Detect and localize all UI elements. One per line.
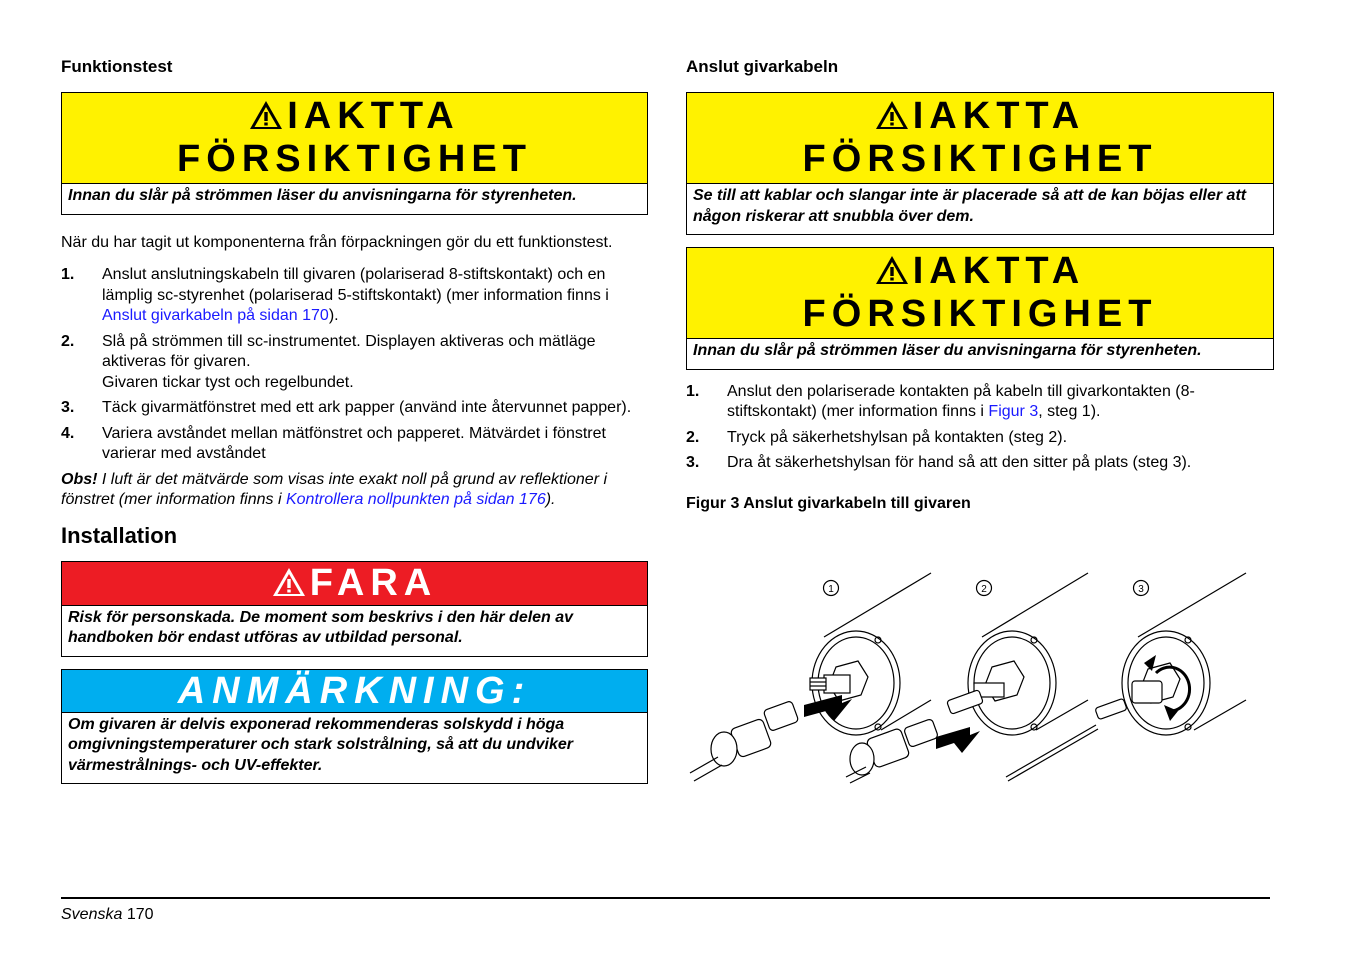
notice-header: ANMÄRKNING: xyxy=(62,670,647,713)
danger-header xyxy=(62,562,647,606)
intro-paragraph: När du har tagit ut komponenterna från förpackningen gör du ett funktionstest. xyxy=(61,233,613,251)
note-label: Obs! xyxy=(61,470,98,488)
caution-box xyxy=(686,92,1274,235)
step-text: Tryck på säkerhetshylsan på kontakten (steg 2). xyxy=(727,428,1068,446)
step-number-label: 2 xyxy=(981,584,987,595)
step-number: 3. xyxy=(686,454,700,471)
notice-text: Om givaren är delvis exponerad rekommenderas solskydd i höga omgivningstemperaturer och stark solstrålning, så att du undviker värmestrålnings- och UV-effekter. xyxy=(68,715,574,774)
list-item xyxy=(61,398,648,419)
step-text: Anslut den polariserade kontakten på kabeln till givarkontakten (8-stiftskontakt) (mer information finns i xyxy=(727,382,1195,420)
caution-title-line1: IAKTTA xyxy=(287,95,460,137)
installation-heading: Installation xyxy=(61,522,178,548)
caution-header xyxy=(687,93,1273,184)
step-text-end: ). xyxy=(328,307,339,324)
caution-title-line2: FÖRSIKTIGHET xyxy=(802,138,1158,180)
caution-header xyxy=(62,93,647,184)
cross-reference-link[interactable]: Anslut givarkabeln på sidan 170 xyxy=(102,307,329,324)
step-number: 1. xyxy=(61,266,75,283)
cross-reference-link[interactable]: Kontrollera nollpunkten på sidan 176 xyxy=(285,491,546,508)
step-text: Täck givarmätfönstret med ett ark papper (använd inte återvunnet papper). xyxy=(102,399,632,416)
right-column xyxy=(686,56,1274,514)
caution-title-line2: FÖRSIKTIGHET xyxy=(802,293,1158,335)
list-item xyxy=(61,265,648,327)
warning-triangle-icon xyxy=(875,255,909,285)
caution-title-line1: IAKTTA xyxy=(912,95,1086,137)
step-result-text: Givaren tickar tyst och regelbundet. xyxy=(102,373,354,391)
caution-text: Innan du slår på strömmen läser du anvisningarna för styrenheten. xyxy=(68,187,577,204)
note-paragraph xyxy=(61,470,648,511)
step-number: 4. xyxy=(61,424,75,442)
figure-reference-link[interactable]: Figur 3 xyxy=(988,403,1039,420)
footer-language: Svenska xyxy=(61,906,123,923)
danger-title: FARA xyxy=(309,561,438,604)
list-item xyxy=(686,428,1274,449)
step-number: 3. xyxy=(61,399,75,416)
functional-test-steps xyxy=(61,265,648,465)
note-text: I luft är det mätvärde som visas inte exakt noll på grund av reflektioner i fönstret (mer information finns i xyxy=(61,470,608,508)
left-column xyxy=(61,56,648,784)
step-text-end: , steg 1). xyxy=(1038,403,1101,420)
danger-text: Risk för personskada. De moment som beskrivs i den här delen av handboken bör endast utföras av utbildad personal. xyxy=(68,608,574,646)
connect-cable-steps xyxy=(686,382,1274,474)
step-number-label: 1 xyxy=(828,584,834,595)
note-text-end: ). xyxy=(545,491,556,508)
warning-triangle-icon xyxy=(875,100,909,130)
step-number: 2. xyxy=(61,332,75,350)
footer-rule xyxy=(61,897,1270,899)
caution-box xyxy=(61,92,648,215)
list-item xyxy=(61,424,648,465)
caution-title-line2: FÖRSIKTIGHET xyxy=(177,138,532,180)
step-text: Dra åt säkerhetshylsan för hand så att den sitter på plats (steg 3). xyxy=(727,454,1192,471)
page-footer xyxy=(61,905,154,926)
step-number-label: 3 xyxy=(1138,584,1144,595)
step-number: 2. xyxy=(686,428,700,446)
step-number: 1. xyxy=(686,382,700,400)
section-heading-funktionstest: Funktionstest xyxy=(61,57,173,76)
list-item xyxy=(686,382,1274,423)
step-text: Anslut anslutningskabeln till givaren (polariserad 8-stiftskontakt) och en lämplig sc-styrenhet (polariserad 5-stiftskontakt) (mer information finns i xyxy=(102,266,609,304)
step-text: Variera avståndet mellan mätfönstret och papperet. Mätvärdet i fönstret varierar med avståndet xyxy=(102,424,606,462)
caution-text: Innan du slår på strömmen läser du anvisningarna för styrenheten. xyxy=(693,342,1202,359)
caution-box xyxy=(686,247,1274,370)
caution-text: Se till att kablar och slangar inte är placerade så att de kan böjas eller att någon riskerar att snubbla över dem. xyxy=(693,187,1247,225)
warning-triangle-icon xyxy=(249,100,283,130)
notice-box xyxy=(61,669,648,785)
list-item xyxy=(61,332,648,394)
caution-header xyxy=(687,248,1273,339)
section-heading-anslut: Anslut givarkabeln xyxy=(686,57,839,76)
warning-triangle-icon xyxy=(272,567,306,597)
sensor-cable-connection-illustration xyxy=(686,545,1266,790)
list-item xyxy=(686,453,1274,474)
caution-title-line1: IAKTTA xyxy=(912,250,1086,292)
step-text: Slå på strömmen till sc-instrumentet. Displayen aktiveras och mätläge aktiveras för givaren. xyxy=(102,332,596,370)
danger-box xyxy=(61,561,648,657)
figure-caption: Figur 3 Anslut givarkabeln till givaren xyxy=(686,494,971,512)
page-number: 170 xyxy=(126,906,154,923)
